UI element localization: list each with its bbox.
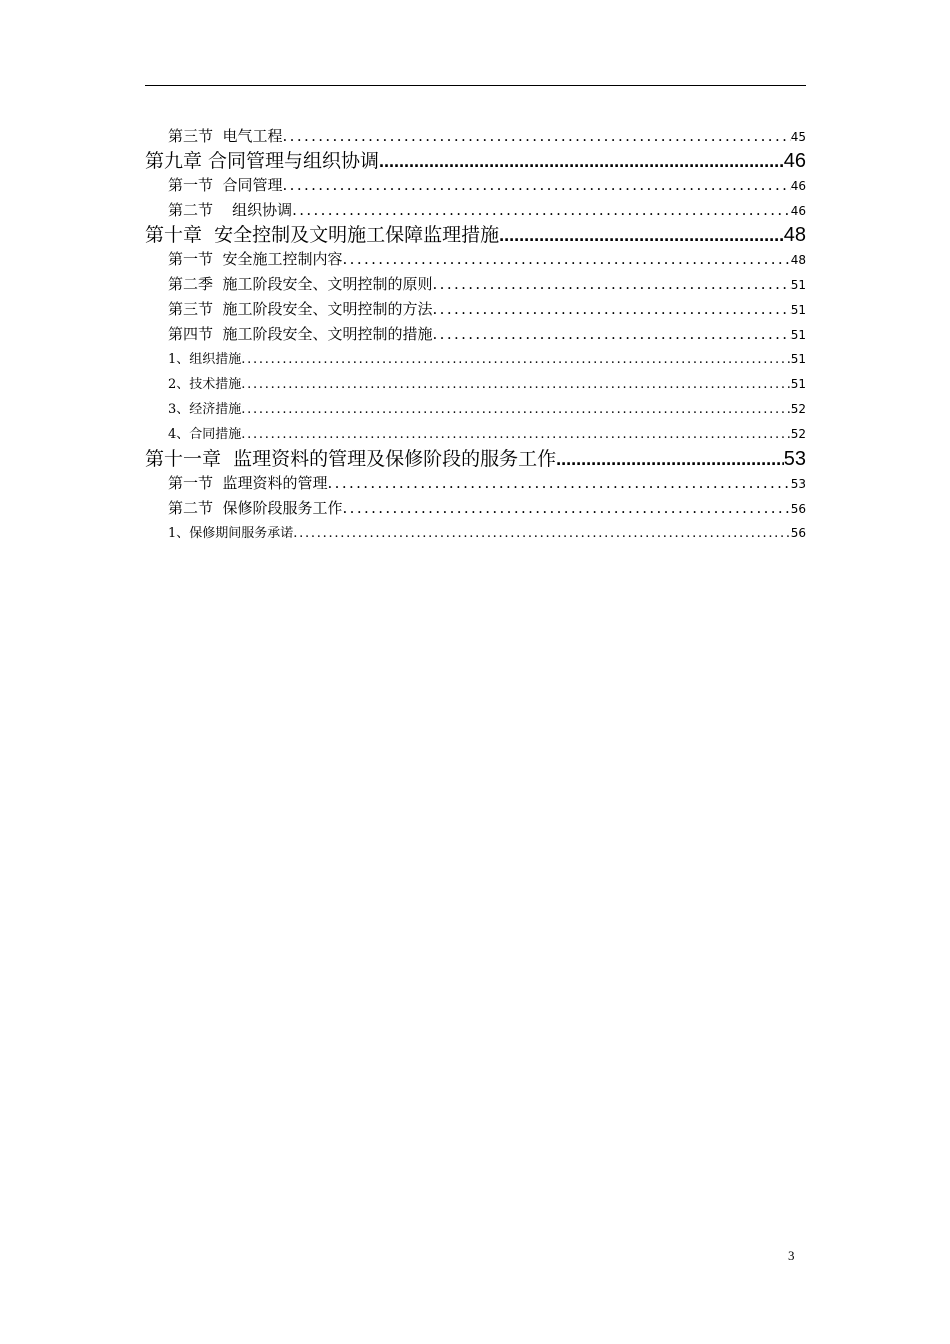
- toc-dot-leader: [241, 372, 790, 397]
- toc-entry[interactable]: [145, 297, 806, 322]
- toc-dot-leader: [241, 347, 790, 372]
- toc-entry-title: 1、保修期间服务承诺: [168, 526, 294, 541]
- toc-entry-title: 第三节 电气工程: [168, 127, 283, 145]
- toc-entry-title: 4、合同措施: [168, 427, 242, 442]
- page-number: 3: [788, 1248, 795, 1263]
- toc-entry-page: 45: [790, 130, 806, 144]
- toc-entry-page: 48: [790, 253, 806, 267]
- toc-dot-leader: [343, 247, 791, 272]
- toc-entry[interactable]: [145, 496, 806, 521]
- toc-entry-title: 第一节 安全施工控制内容: [168, 250, 343, 268]
- toc-entry-title: 第四节 施工阶段安全、文明控制的措施: [168, 325, 433, 343]
- table-of-contents: [145, 124, 806, 546]
- toc-dot-leader: [556, 447, 784, 471]
- toc-entry-page: 51: [790, 352, 806, 366]
- toc-entry-page: 56: [790, 526, 806, 540]
- toc-item-entry[interactable]: [145, 372, 806, 397]
- toc-entry-title: 2、技术措施: [168, 377, 242, 392]
- toc-entry-title: 第二节 保修阶段服务工作: [168, 499, 343, 517]
- toc-dot-leader: [433, 322, 791, 347]
- toc-entry[interactable]: [145, 124, 806, 149]
- toc-entry-title: 第十章 安全控制及文明施工保障监理措施: [145, 224, 500, 246]
- toc-entry-page: 53: [783, 448, 806, 470]
- toc-entry[interactable]: [145, 198, 806, 223]
- toc-entry-title: 第二季 施工阶段安全、文明控制的原则: [168, 275, 433, 293]
- toc-chapter-entry[interactable]: [145, 447, 806, 471]
- toc-entry-page: 56: [790, 502, 806, 516]
- toc-entry-page: 46: [790, 204, 806, 218]
- toc-item-entry[interactable]: [145, 521, 806, 546]
- toc-dot-leader: [293, 521, 790, 546]
- toc-entry-title: 第二节 组织协调: [168, 201, 293, 219]
- toc-entry[interactable]: [145, 247, 806, 272]
- header-rule: [145, 85, 806, 86]
- toc-dot-leader: [433, 272, 791, 297]
- toc-entry-page: 51: [790, 278, 806, 292]
- toc-entry-page: 46: [783, 150, 806, 172]
- toc-entry-title: 第一节 合同管理: [168, 176, 283, 194]
- toc-entry-title: 3、经济措施: [168, 402, 242, 417]
- toc-entry[interactable]: [145, 322, 806, 347]
- toc-dot-leader: [283, 124, 791, 149]
- toc-entry-page: 51: [790, 328, 806, 342]
- toc-dot-leader: [433, 297, 791, 322]
- toc-entry-page: 53: [790, 477, 806, 491]
- toc-entry-title: 1、组织措施: [168, 352, 242, 367]
- toc-chapter-entry[interactable]: [145, 223, 806, 247]
- toc-dot-leader: [328, 471, 791, 496]
- toc-dot-leader: [499, 223, 784, 247]
- toc-entry-page: 52: [790, 427, 806, 441]
- toc-entry-page: 48: [783, 224, 806, 246]
- toc-dot-leader: [283, 173, 791, 198]
- toc-item-entry[interactable]: [145, 397, 806, 422]
- toc-entry-page: 46: [790, 179, 806, 193]
- toc-item-entry[interactable]: [145, 422, 806, 447]
- toc-chapter-entry[interactable]: [145, 149, 806, 173]
- toc-entry[interactable]: [145, 471, 806, 496]
- toc-entry[interactable]: [145, 173, 806, 198]
- toc-entry-title: 第三节 施工阶段安全、文明控制的方法: [168, 300, 433, 318]
- toc-entry-title: 第十一章 监理资料的管理及保修阶段的服务工作: [145, 448, 557, 470]
- toc-dot-leader: [343, 496, 791, 521]
- toc-entry[interactable]: [145, 272, 806, 297]
- toc-entry-title: 第九章 合同管理与组织协调: [145, 150, 380, 172]
- toc-item-entry[interactable]: [145, 347, 806, 372]
- toc-entry-title: 第一节 监理资料的管理: [168, 474, 328, 492]
- toc-dot-leader: [379, 149, 784, 173]
- toc-entry-page: 51: [790, 303, 806, 317]
- toc-entry-page: 52: [790, 402, 806, 416]
- toc-dot-leader: [292, 198, 791, 223]
- toc-dot-leader: [241, 422, 790, 447]
- toc-entry-page: 51: [790, 377, 806, 391]
- toc-dot-leader: [241, 397, 790, 422]
